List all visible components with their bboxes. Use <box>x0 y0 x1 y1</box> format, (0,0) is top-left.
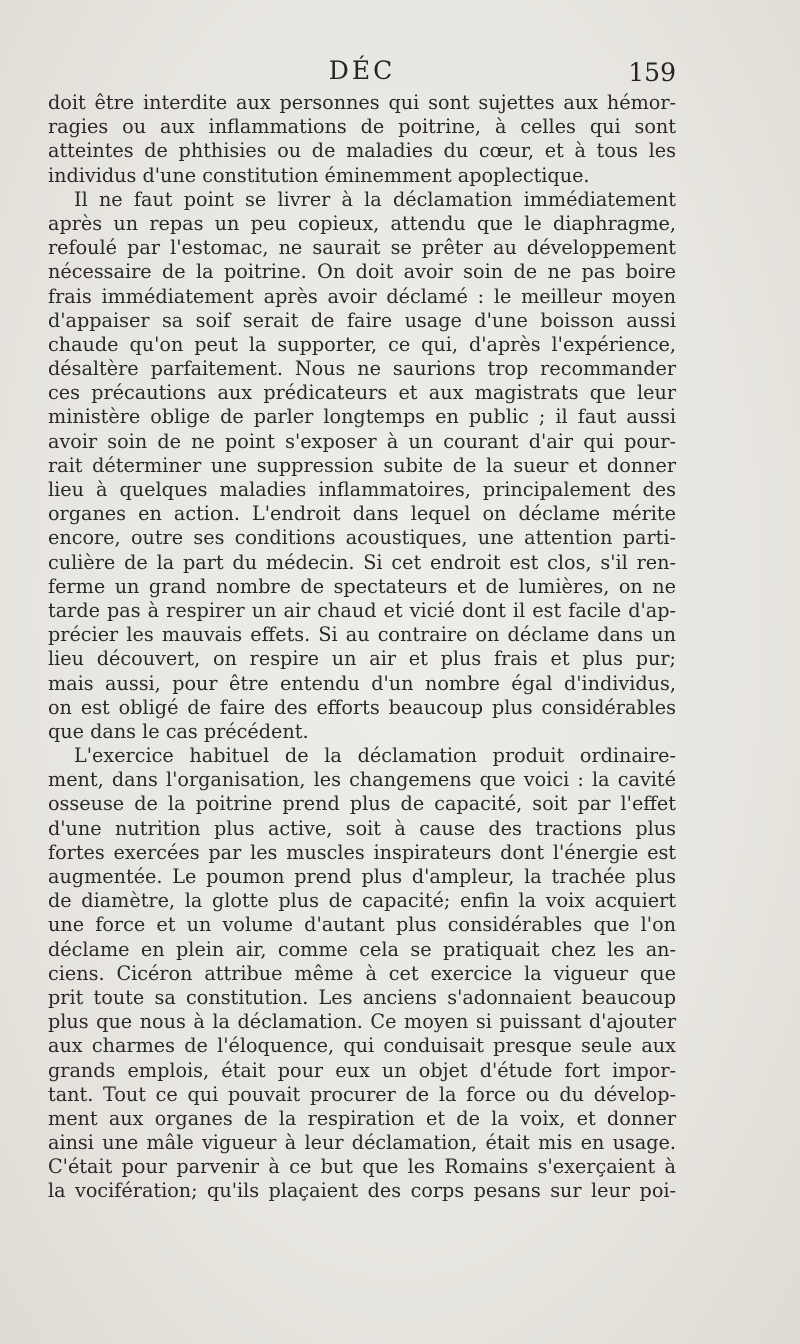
text-line: que dans le cas précédent. <box>48 719 309 743</box>
text-line: aux charmes de l'éloquence, qui conduisait presque seule aux <box>48 1034 676 1058</box>
text-line: fortes exercées par les muscles inspirateurs dont l'énergie est <box>48 840 676 864</box>
text-line: osseuse de la poitrine prend plus de capacité, soit par l'effet <box>48 792 676 816</box>
text-line: de diamètre, la glotte plus de capacité; enfin la voix acquiert <box>48 889 676 913</box>
text-line: mais aussi, pour être entendu d'un nombre égal d'individus, <box>48 671 676 695</box>
text-line: lieu à quelques maladies inflammatoires, principalement des <box>48 478 676 501</box>
text-line: après un repas un peu copieux, attendu que le diaphragme, <box>48 211 676 235</box>
text-line: ragies ou aux inflammations de poitrine, à celles qui sont <box>48 115 676 139</box>
text-line: individus d'une constitution éminemment apoplectique. <box>48 163 590 187</box>
text-line: encore, outre ses conditions acoustiques, une attention parti- <box>48 526 676 550</box>
text-line: on est obligé de faire des efforts beaucoup plus considérables <box>48 695 676 719</box>
text-line: ainsi une mâle vigueur à leur déclamation, était mis en usage. <box>48 1131 676 1155</box>
text-line: C'était pour parvenir à ce but que les Romains s'exerçaient à <box>48 1155 676 1179</box>
text-line: d'une nutrition plus active, soit à cause des tractions plus <box>48 816 676 840</box>
text-line: ment aux organes de la respiration et de la voix, et donner <box>48 1106 676 1130</box>
body-text <box>48 91 676 1204</box>
text-line: ces précautions aux prédicateurs et aux magistrats que leur <box>48 381 676 405</box>
text-line: ciens. Cicéron attribue même à cet exercice la vigueur que <box>48 961 676 985</box>
text-line: rait déterminer une suppression subite de la sueur et donner <box>48 453 676 477</box>
page-header <box>48 54 676 94</box>
text-line: tarde pas à respirer un air chaud et vicié dont il est facile d'ap- <box>48 598 676 622</box>
text-line: lieu découvert, on respire un air et plus frais et plus pur; <box>48 647 676 671</box>
text-line: refoulé par l'estomac, ne saurait se prêter au développement <box>48 236 676 260</box>
text-line: désaltère parfaitement. Nous ne saurions trop recommander <box>48 357 676 381</box>
text-line: chaude qu'on peut la supporter, ce qui, d'après l'expérience, <box>48 332 676 356</box>
text-line: atteintes de phthisies ou de maladies du cœur, et à tous les <box>48 139 676 163</box>
text-line: augmentée. Le poumon prend plus d'ampleur, la trachée plus <box>48 865 676 888</box>
text-line: tant. Tout ce qui pouvait procurer de la force ou du dévelop- <box>48 1082 676 1106</box>
text-line: nécessaire de la poitrine. On doit avoir soin de ne pas boire <box>48 260 676 284</box>
text-line: précier les mauvais effets. Si au contraire on déclame dans un <box>48 623 676 647</box>
text-line: L'exercice habituel de la déclamation produit ordinaire- <box>74 744 676 768</box>
text-line: grands emplois, était pour eux un objet d'étude fort impor- <box>48 1058 676 1082</box>
text-line: Il ne faut point se livrer à la déclamation immédiatement <box>74 187 676 211</box>
text-line: plus que nous à la déclamation. Ce moyen si puissant d'ajouter <box>48 1010 676 1034</box>
text-line: ment, dans l'organisation, les changemens que voici : la cavité <box>48 768 676 792</box>
text-line: doit être interdite aux personnes qui sont sujettes aux hémor- <box>48 91 676 114</box>
text-line: déclame en plein air, comme cela se pratiquait chez les an- <box>48 937 676 961</box>
text-line: une force et un volume d'autant plus considérables que l'on <box>48 913 676 937</box>
text-line: la vocifération; qu'ils plaçaient des corps pesans sur leur poi- <box>48 1179 676 1203</box>
text-line: organes en action. L'endroit dans lequel on déclame mérite <box>48 502 676 526</box>
text-line: ministère oblige de parler longtemps en public ; il faut aussi <box>48 405 676 429</box>
text-line: ferme un grand nombre de spectateurs et de lumières, on ne <box>48 574 676 598</box>
text-line: prit toute sa constitution. Les anciens s'adonnaient beaucoup <box>48 985 676 1009</box>
text-line: culière de la part du médecin. Si cet endroit est clos, s'il ren- <box>48 550 676 574</box>
text-line: d'appaiser sa soif serait de faire usage d'une boisson aussi <box>48 308 676 332</box>
page-number: 159 <box>628 58 676 87</box>
running-title: DÉC <box>328 56 396 85</box>
text-line: frais immédiatement après avoir déclamé : le meilleur moyen <box>48 284 676 308</box>
text-line: avoir soin de ne point s'exposer à un courant d'air qui pour- <box>48 429 676 453</box>
